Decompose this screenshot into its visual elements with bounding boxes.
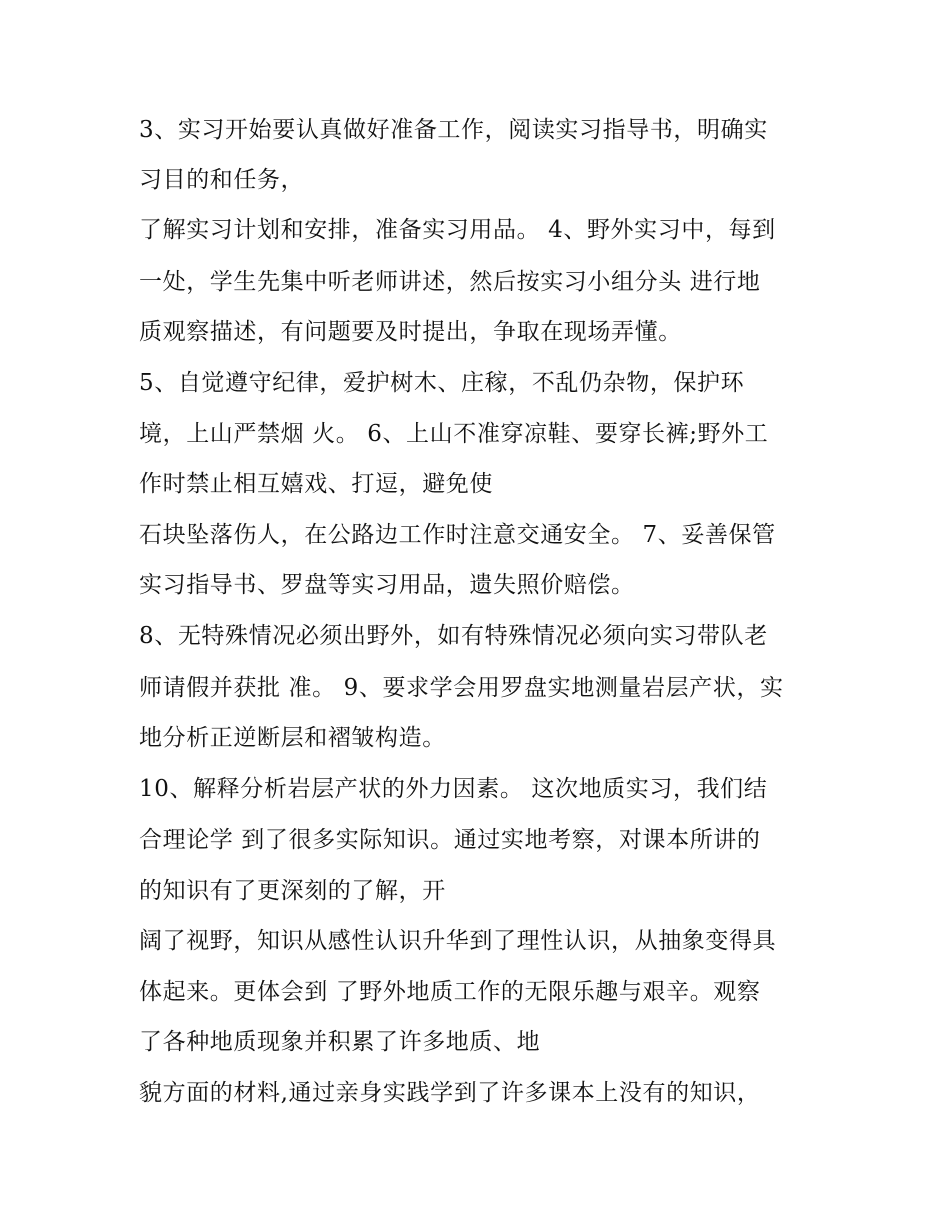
text-line: 石块坠落伤人，在公路边工作时注意交通安全。 7、妥善保管 [139,522,776,548]
text-line: 质观察描述，有问题要及时提出，争取在现场弄懂。 [139,319,682,345]
text-line: 的知识有了更深刻的了解，开 [139,878,446,904]
text-line: 8、无特殊情况必须出野外，如有特殊情况必须向实习带队老 [139,623,768,649]
text-line: 10、解释分析岩层产状的外力因素。 这次地质实习，我们结 [139,776,768,802]
text-line: 3、实习开始要认真做好准备工作，阅读实习指导书，明确实 [139,117,768,143]
text-line: 体起来。更体会到 了野外地质工作的无限乐趣与艰辛。观察 [139,979,761,1005]
text-line: 了解实习计划和安排，准备实习用品。 4、野外实习中，每到 [139,217,776,243]
text-line: 合理论学 到了很多实际知识。通过实地考察，对课本所讲的 [139,827,761,853]
text-line: 了各种地质现象并积累了许多地质、地 [139,1029,541,1055]
text-line: 地分析正逆断层和褶皱构造。 [139,725,446,751]
text-line: 一处，学生先集中听老师讲述，然后按实习小组分头 进行地 [139,269,761,295]
text-line: 境，上山严禁烟 火。 6、上山不准穿凉鞋、要穿长裤;野外工 [139,421,769,447]
text-line: 师请假并获批 准。 9、要求学会用罗盘实地测量岩层产状，实 [139,675,784,701]
text-line: 貌方面的材料,通过亲身实践学到了许多课本上没有的知识， [139,1080,761,1106]
text-line: 5、自觉遵守纪律，爱护树木、庄稼，不乱仍杂物，保护环 [139,370,745,396]
text-line: 实习指导书、罗盘等实习用品，遗失照价赔偿。 [139,572,635,598]
text-line: 作时禁止相互嬉戏、打逗，避免使 [139,471,493,497]
text-line: 阔了视野，知识从感性认识升华到了理性认识，从抽象变得具 [139,928,777,954]
text-line: 习目的和任务， [139,167,305,193]
